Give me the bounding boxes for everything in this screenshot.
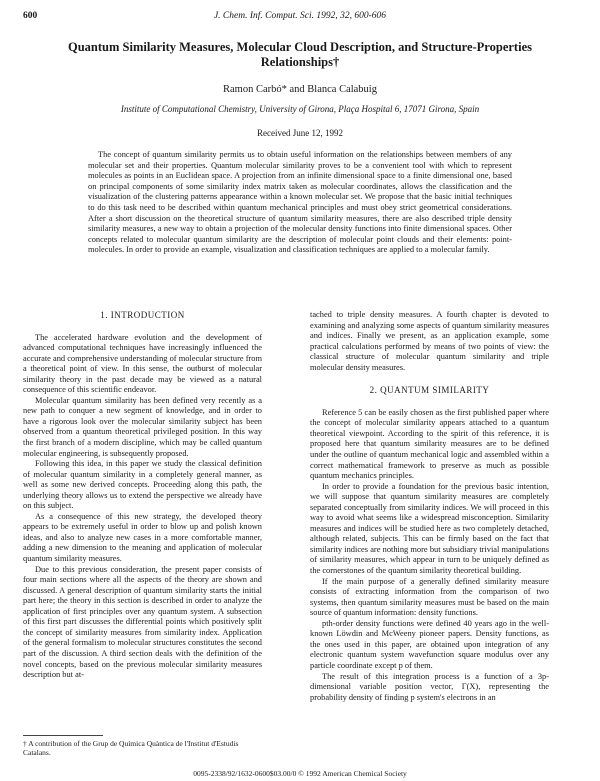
qs-paragraph-2: In order to provide a foundation for the previous basic intention, we will suppose that quantum similarity measures are completely separated conceptually from similarity indices. We will proceed in this way to avoid what seems like a widespread misconception. Similarity measures and indices will be studied here as two completely detached, although related, subjects. This can be firmly based on the fact that similarity indices are nothing more but subsidiary trivial manipulations of similarity measures, which appear in turn to be uniquely defined as the cornerstones of the quantum similarity theoretical building. — [310, 481, 549, 576]
intro-continuation: tached to triple density measures. A fourth chapter is devoted to examining and analyzing some aspects of quantum similarity measures and indices. Finally we present, as an application example, some practical calculations performed by means of two points of view: the classical structure of molecular quantum similarity and triple molecular density measures. — [310, 310, 549, 372]
right-column — [310, 310, 549, 703]
intro-paragraph-5: Due to this previous consideration, the present paper consists of four main sections where all the aspects of the theory are shown and discussed. A general description of quantum similarity starts the initial part here; the theory in this section is described in order to analyze the application of first principles over any quantum system. A subsection of this first part discusses the differential points which positively split the concept of similarity measures from similarity index. Application of the general formalism to molecular structures constitutes the second part of the discussion. A third section deals with the definition of the novel concepts, based on the previous molecular similarity measures description but at- — [23, 564, 262, 680]
received-date: Received June 12, 1992 — [257, 128, 343, 138]
abstract: The concept of quantum similarity permits us to obtain useful information on the relationships between members of any molecular set and their properties. Quantum molecular similarity proves to be a convenient tool with which to represent molecules as points in an Euclidean space. A projection from an infinite dimensional space to a finite dimensional one, based on principal components of some similarity index matrix taken as molecular coordinates, allows the classification and the visualization of the clustering patterns appearance within a known molecular set. We propose that the basic initial techniques to do this task need to be described within quantum mechanical principles and must obey strict geometrical considerations. After a short discussion on the theoretical structure of quantum similarity measures, there are also described triple density similarity measures, a new way to obtain a projection of the molecular density functions into finite dimensional spaces. Other concepts related to molecular quantum similarity are the description of molecular point clouds and their elements: point-molecules. In order to provide an example, visualization and classification techniques are applied to a molecular family. — [88, 150, 512, 255]
qs-paragraph-1: Reference 5 can be easily chosen as the first published paper where the concept of molecular similarity appears attached to a quantum theoretical viewpoint. According to the spirit of this reference, it is proposed here that quantum similarity measures are to be defined under the outline of quantum mechanical logic and assembled within a correct mathematical framework to preserve as much as possible quantum mechanics principles. — [310, 407, 549, 481]
qs-paragraph-5: The result of this integration process is a function of a 3p-dimensional variable position vector, Γ(X), representing the probability density of finding p system's electrons in an — [310, 671, 549, 702]
intro-paragraph-2: Molecular quantum similarity has been defined very recently as a new path to conquer a new segment of knowledge, and in order to have a rigorous look over the molecular similarity subject has been observed from a quantum theoretical privileged position. In this way the first branch of a modern discipline, which may be called quantum molecular engineering, is subsequently proposed. — [23, 395, 262, 458]
footnote: † A contribution of the Grup de Química Quàntica de l'Institut d'Estudis Catalans. — [23, 739, 239, 757]
copyright-footer: 0095-2338/92/1632-0600$03.00/0 © 1992 American Chemical Society — [193, 769, 407, 778]
running-head — [0, 11, 600, 25]
authors: Ramon Carbó* and Blanca Calabuig — [223, 84, 377, 95]
quantum-similarity-heading: 2. QUANTUM SIMILARITY — [369, 385, 490, 396]
paper-title: Quantum Similarity Measures, Molecular Cloud Description, and Structure-Properties Relationships† — [68, 40, 532, 69]
journal-citation: J. Chem. Inf. Comput. Sci. 1992, 32, 600-606 — [213, 11, 387, 21]
introduction-heading: 1. INTRODUCTION — [100, 310, 185, 320]
intro-paragraph-4: As a consequence of this new strategy, the developed theory appears to be extremely useful in order to blow up and polish known ideas, and also to analyze new cases in a more comfortable manner, adding a new dimension to the meaning and application of molecular quantum similarity measures. — [23, 511, 262, 564]
footnote-divider — [23, 735, 103, 736]
page-number: 600 — [23, 11, 38, 21]
intro-paragraph-3: Following this idea, in this paper we study the classical definition of molecular quantum similarity in a completely general manner, as well as some new derived concepts. Proceeding along this path, the underlying theory allows us to extend the perspective we already have on this subject. — [23, 459, 262, 511]
left-column — [23, 310, 262, 681]
intro-paragraph-1: The accelerated hardware evolution and the development of advanced computational techniques have increasingly influenced the accurate and comprehensive understanding of molecular structure from a theoretical point of view. In this sense, the outburst of molecular similarity theory in the past decade may be viewed as a natural consequence of this scientific endeavor. — [23, 332, 262, 395]
qs-paragraph-4: pth-order density functions were defined 40 years ago in the well-known Löwdin and McWeeny pioneer papers. Density functions, as the ones used in this paper, are obtained upon integration of any electronic quantum system wavefunction square modulus over any particle coordinate except p of them. — [310, 618, 549, 670]
affiliation: Institute of Computational Chemistry, University of Girona, Plaça Hospital 6, 17071 Girona, Spain — [120, 104, 480, 114]
qs-paragraph-3: If the main purpose of a generally defined similarity measure consists of extracting information from the comparison of two systems, then quantum similarity measures must be based on the main source of quantum information: density functions. — [310, 576, 549, 618]
